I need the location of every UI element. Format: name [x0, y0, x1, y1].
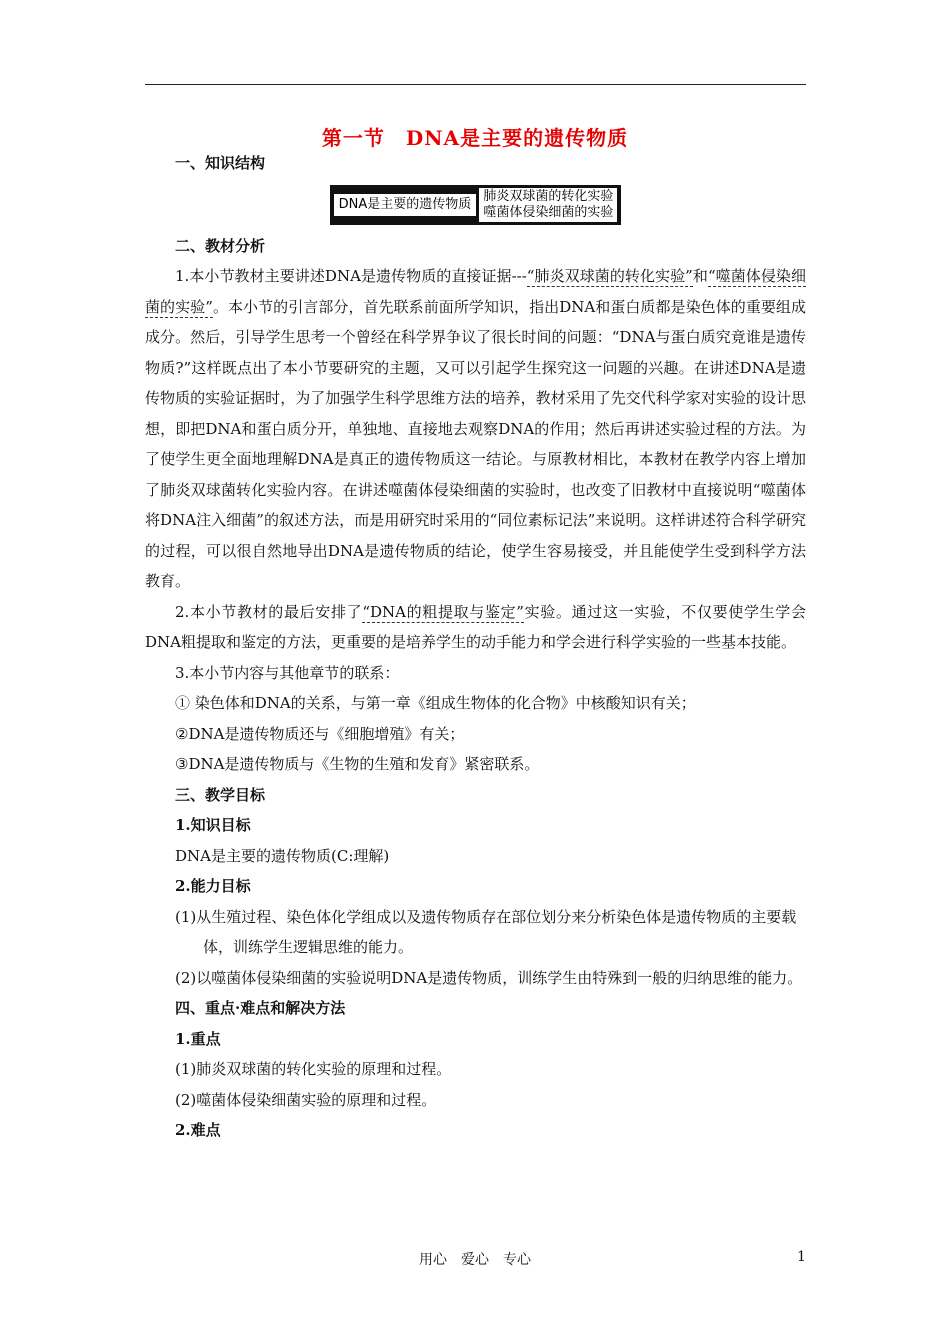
structure-branch-1: 肺炎双球菌的转化实验: [483, 188, 614, 204]
section-heading-goals: 三、教学目标: [175, 785, 266, 804]
structure-branch-2: 噬菌体侵染细菌的实验: [483, 204, 614, 220]
goal-ability-item-1: (1)从生殖过程、染色体化学组成以及遗传物质存在部位划分来分析染色体是遗传物质的主要载体，训练学生逻辑思维的能力。: [175, 907, 797, 956]
underlined-term: “噬菌体侵染细菌的实验”: [145, 267, 806, 316]
relation-item-2: ②DNA是遗传物质还与《细胞增殖》有关；: [175, 724, 465, 743]
relation-item-1: ① 染色体和DNA的关系，与第一章《组成生物体的化合物》中核酸知识有关；: [175, 694, 696, 712]
section-heading-structure: 一、知识结构: [175, 154, 266, 172]
analysis-paragraph-2: [145, 597, 806, 658]
analysis-paragraph-3: 3.本小节内容与其他章节的联系：: [175, 663, 400, 682]
relation-item-3: ③DNA是遗传物质与《生物的生殖和发育》紧密联系。: [175, 755, 540, 773]
page-number: 1: [797, 1249, 806, 1265]
text-run: 。本小节的引言部分，首先联系前面所学知识，指出DNA和蛋白质都是染色体的重要组成成分。然后，引导学生思考一个曾经在科学界争议了很长时间的问题：“DNA与蛋白质究竟谁是遗传物质?”这样既点出了本小节要研究的主题，又可以引起学生探究这一问题的兴趣。在讲述DNA是遗传物质的实验证据时，为了加强学生科学思维方法的培养，教材采用了先交代科学家对实验的设计思想，即把DNA和蛋白质分开，单独地、直接地去观察DNA的作用；然后再讲述实验过程的方法。为了使学生更全面地理解DNA是真正的遗传物质这一结论。与原教材相比，本教材在教学内容上增加了肺炎双球菌转化实验内容。在讲述噬菌体侵染细菌的实验时，也改变了旧教材中直接说明“噬菌体将DNA注入细菌”的叙述方法，而是用研究时采用的“同位素标记法”来说明。这样讲述符合科学研究的过程，可以很自然地导出DNA是遗传物质的结论，使学生容易接受，并且能使学生受到科学方法教育。: [145, 297, 806, 590]
goal-knowledge-text: DNA是主要的遗传物质(C:理解): [175, 846, 390, 865]
text-run: 实验。通过这一实验，不仅要使学生学会DNA粗提取和鉴定的方法，更重要的是培养学生的动手能力和学会进行科学实验的一些基本技能。: [145, 602, 806, 651]
structure-main-label: DNA是主要的遗传物质: [334, 194, 477, 216]
text-run: 1.本小节教材主要讲述DNA是遗传物质的直接证据---: [175, 267, 527, 285]
goal-ability-heading: 2.能力目标: [175, 877, 251, 895]
text-run: 2.本小节教材的最后安排了: [175, 602, 363, 621]
footer-motto: 用心 爱心 专心: [419, 1252, 531, 1268]
header-rule: [145, 84, 806, 85]
structure-branch: [479, 188, 617, 222]
underlined-term: “DNA的粗提取与鉴定”: [362, 602, 524, 621]
page-title: 第一节 DNA是主要的遗传物质: [321, 126, 629, 150]
text-run: 和: [692, 267, 708, 285]
section-heading-key-points: 四、重点·难点和解决方法: [175, 999, 346, 1017]
key-point-item-2: (2)噬菌体侵染细菌实验的原理和过程。: [175, 1090, 437, 1109]
analysis-paragraph-1: [145, 261, 806, 597]
knowledge-structure-figure: [145, 179, 806, 231]
underlined-term: “肺炎双球菌的转化实验”: [526, 267, 693, 285]
key-point-item-1: (1)肺炎双球菌的转化实验的原理和过程。: [175, 1060, 452, 1078]
structure-box: [330, 185, 622, 225]
section-heading-analysis: 二、教材分析: [175, 236, 266, 255]
document-body: [145, 148, 806, 1146]
difficulty-heading: 2.难点: [175, 1121, 221, 1139]
goal-knowledge-heading: 1.知识目标: [175, 816, 251, 834]
goal-ability-item-2: (2)以噬菌体侵染细菌的实验说明DNA是遗传物质，训练学生由特殊到一般的归纳思维的能力。: [175, 968, 803, 987]
key-points-heading: 1.重点: [175, 1029, 221, 1048]
